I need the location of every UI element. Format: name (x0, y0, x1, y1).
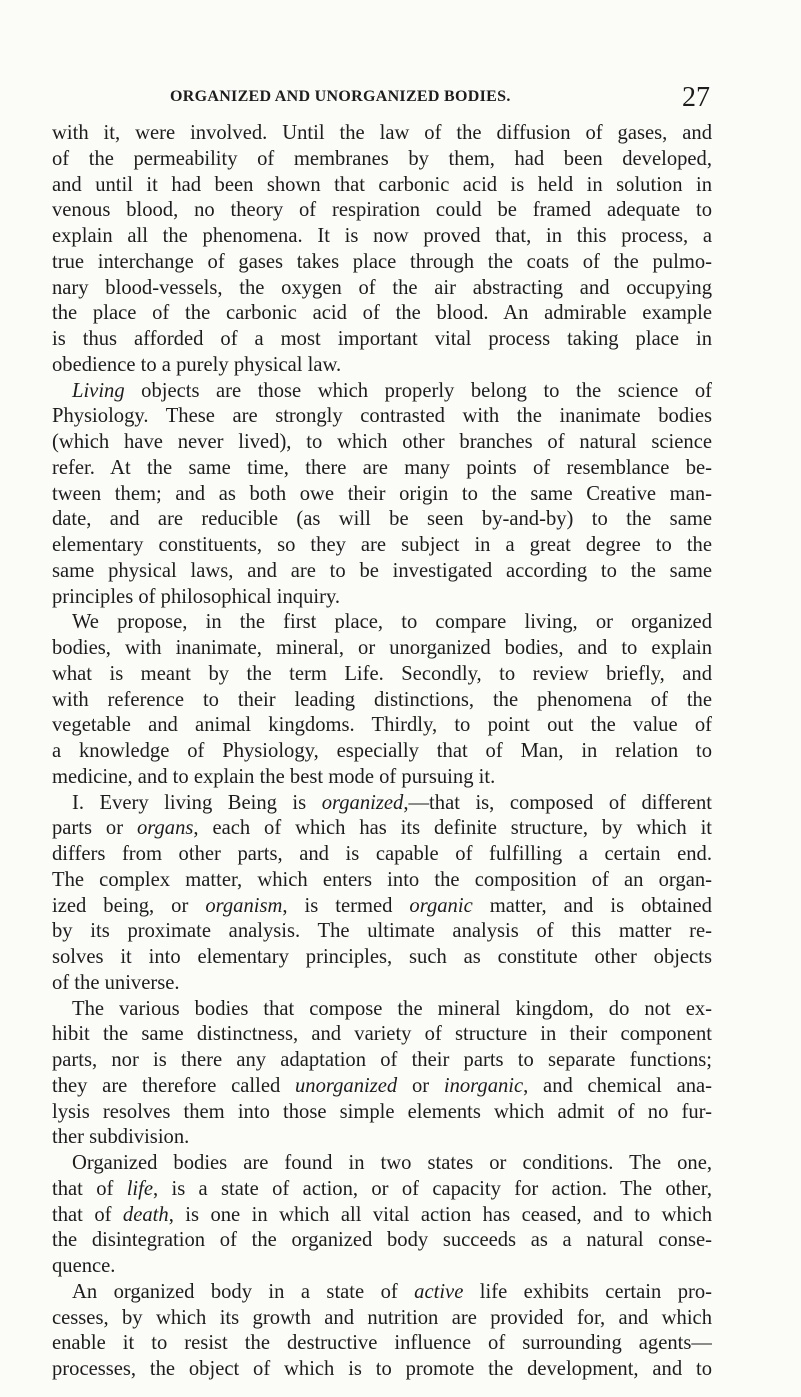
text-run: An organized body in a state of (72, 1280, 415, 1303)
text-run: The various bodies that compose the mineral kingdom, do not ex- (72, 997, 712, 1020)
text-line (52, 1177, 712, 1203)
text-line (52, 1048, 712, 1074)
text-run: hibit the same distinctness, and variety of structure in their component (52, 1023, 712, 1046)
text-run: is thus afforded of a most important vital process taking place in (52, 328, 712, 350)
text-line (52, 919, 712, 945)
italic-term: organized (321, 791, 404, 814)
text-line (52, 842, 712, 868)
text-line (52, 250, 712, 276)
text-line (52, 636, 712, 662)
text-run: I. Every living Being is (72, 791, 322, 814)
text-line (52, 868, 712, 894)
text-run: nary blood-vessels, the oxygen of the air abstracting and occupying (52, 276, 712, 299)
text-line (52, 1074, 712, 1100)
italic-term: organs (136, 817, 194, 840)
text-line (52, 713, 712, 739)
text-line (52, 507, 712, 533)
page-number: 27 (682, 82, 710, 113)
text-run: venous blood, no theory of respiration could be framed adequate to (52, 199, 712, 222)
text-line (52, 147, 712, 173)
text-run: , is one in which all vital action has ceased, and to which (168, 1203, 712, 1226)
text-run: bodies, with inanimate, mineral, or unorganized bodies, and to explain (52, 637, 712, 659)
text-line (52, 688, 712, 714)
text-run: ,—that is, composed of different (403, 791, 712, 814)
text-run: life exhibits certain pro- (463, 1280, 712, 1303)
text-line (52, 173, 712, 199)
text-run: of the universe. (52, 971, 180, 994)
text-line (52, 1022, 712, 1048)
text-line (52, 610, 712, 636)
text-run: true interchange of gases takes place through the coats of the pulmo- (52, 250, 712, 273)
text-run: , is a state of action, or of capacity for action. The other, (153, 1177, 712, 1200)
text-run: by its proximate analysis. The ultimate analysis of this matter re- (52, 920, 712, 943)
text-line (52, 404, 712, 430)
text-run: solves it into elementary principles, such as constitute other objects (52, 946, 712, 968)
text-run: objects are those which properly belong to the science of (124, 379, 712, 402)
text-line (52, 1151, 712, 1177)
text-run: processes, the object of which is to promote the development, and to (52, 1358, 712, 1380)
text-run: with reference to their leading distinctions, the phenomena of the (52, 688, 712, 711)
text-run: , is termed (282, 894, 410, 917)
text-run: Organized bodies are found in two states or conditions. The one, (72, 1152, 712, 1174)
text-line (52, 791, 712, 817)
text-run: and until it had been shown that carbonic acid is held in solution in (52, 173, 712, 196)
text-line (52, 559, 712, 585)
text-run: lysis resolves them into those simple elements which admit of no fur- (52, 1100, 712, 1123)
text-run: refer. At the same time, there are many points of resemblance be- (52, 456, 712, 479)
text-line (52, 1331, 712, 1357)
text-run: vegetable and animal kingdoms. Thirdly, to point out the value of (52, 714, 712, 737)
text-run: tween them; and as both owe their origin to the same Creative man- (52, 482, 712, 505)
text-run: the disintegration of the organized body succeeds as a natural conse- (52, 1229, 712, 1252)
running-title: ORGANIZED AND UNORGANIZED BODIES. (170, 88, 511, 105)
italic-term: life (126, 1177, 154, 1200)
text-line (52, 1254, 712, 1280)
text-run: what is meant by the term Life. Secondly, to review briefly, and (52, 662, 712, 685)
text-run: same physical laws, and are to be investigated according to the same (52, 559, 712, 582)
text-run: (which have never lived), to which other branches of natural science (52, 431, 712, 453)
italic-term: active (414, 1280, 464, 1303)
text-run: explain all the phenomena. It is now proved that, in this process, a (52, 225, 712, 247)
text-run: enable it to resist the destructive influence of surrounding agents— (52, 1332, 712, 1355)
text-run: the place of the carbonic acid of the blood. An admirable example (52, 302, 712, 325)
running-head (170, 82, 710, 113)
text-run: a knowledge of Physiology, especially that of Man, in relation to (52, 740, 712, 762)
text-line (52, 533, 712, 559)
text-line (52, 276, 712, 302)
text-run: , and chemical ana- (523, 1074, 712, 1097)
text-line (52, 997, 712, 1023)
text-run: , each of which has its definite structure, by which it (193, 817, 712, 840)
text-run: obedience to a purely physical law. (52, 353, 342, 376)
text-run: ther subdivision. (52, 1126, 190, 1149)
text-line (52, 739, 712, 765)
text-run: We propose, in the first place, to compare living, or organized (72, 611, 712, 634)
text-run: quence. (52, 1255, 116, 1277)
text-run: elementary constituents, so they are subject in a great degree to the (52, 534, 712, 556)
body-text (52, 121, 712, 1383)
text-line (52, 662, 712, 688)
text-line (52, 1203, 712, 1229)
text-line (52, 1357, 712, 1383)
text-line (52, 198, 712, 224)
text-line (52, 971, 712, 997)
text-line (52, 765, 712, 791)
text-run: The complex matter, which enters into the composition of an organ- (52, 868, 712, 891)
text-run: or (397, 1074, 444, 1097)
text-line (52, 585, 712, 611)
text-run: that of (52, 1203, 123, 1226)
text-run: date, and are reducible (as will be seen by-and-by) to the same (52, 508, 712, 531)
text-run: cesses, by which its growth and nutrition are provided for, and which (52, 1306, 712, 1329)
text-line (52, 1125, 712, 1151)
text-run: principles of philosophical inquiry. (52, 585, 341, 608)
text-line (52, 327, 712, 353)
text-line (52, 301, 712, 327)
text-run: with it, were involved. Until the law of the diffusion of gases, and (52, 122, 712, 144)
text-line (52, 353, 712, 379)
text-line (52, 482, 712, 508)
text-line (52, 121, 712, 147)
italic-term: unorganized (295, 1074, 398, 1097)
text-run: they are therefore called (52, 1074, 295, 1097)
italic-term: Living (72, 379, 125, 402)
text-line (52, 816, 712, 842)
text-line (52, 1280, 712, 1306)
text-run: of the permeability of membranes by them, had been developed, (52, 147, 712, 170)
italic-term: organism (205, 894, 283, 917)
text-run: ized being, or (52, 894, 206, 917)
text-run: differs from other parts, and is capable of fulfilling a certain end. (52, 843, 712, 865)
text-line (52, 1100, 712, 1126)
text-run: parts, nor is there any adaptation of their parts to separate functions; (52, 1049, 712, 1071)
text-line (52, 1306, 712, 1332)
text-run: that of (52, 1177, 127, 1200)
text-run: Physiology. These are strongly contrasted with the inanimate bodies (52, 405, 712, 428)
italic-term: organic (409, 894, 473, 917)
text-run: parts or (52, 817, 137, 840)
text-run: medicine, and to explain the best mode of pursuing it. (52, 765, 496, 788)
text-line (52, 224, 712, 250)
text-line (52, 945, 712, 971)
text-run: matter, and is obtained (472, 894, 712, 917)
italic-term: death (122, 1203, 169, 1226)
text-line (52, 430, 712, 456)
text-line (52, 379, 712, 405)
text-line (52, 894, 712, 920)
text-line (52, 456, 712, 482)
italic-term: inorganic (443, 1074, 524, 1097)
text-line (52, 1228, 712, 1254)
